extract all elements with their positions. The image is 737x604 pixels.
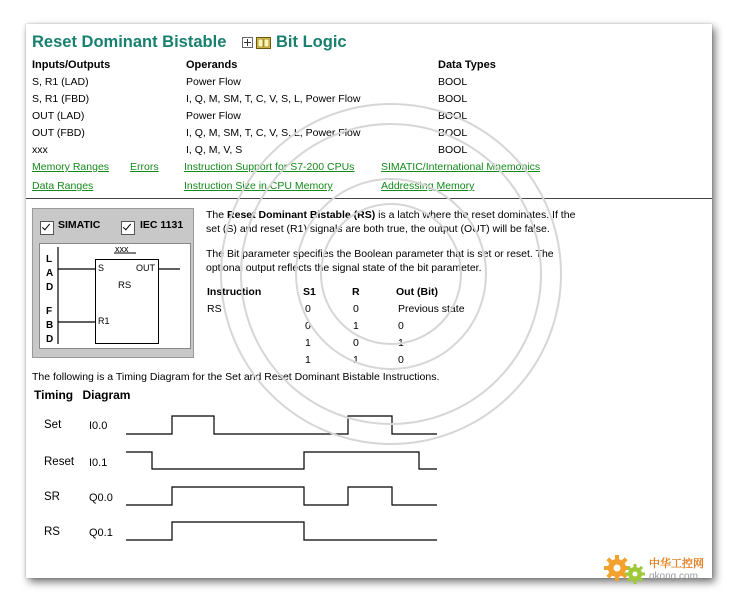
truth-cell: 1 <box>353 320 359 332</box>
lad-letter: A <box>46 268 54 279</box>
page-title: Reset Dominant Bistable <box>32 33 227 51</box>
simatic-checkbox[interactable] <box>40 221 54 235</box>
signal-address-set: I0.0 <box>89 420 108 432</box>
truth-cell: 1 <box>305 337 311 349</box>
table-cell: S, R1 (FBD) <box>32 93 90 105</box>
fbd-letter: D <box>46 334 54 345</box>
logo-url: gkong.com <box>649 570 698 582</box>
table-cell: I, Q, M, SM, T, C, V, S, L, Power Flow <box>186 127 361 139</box>
truth-cell: RS <box>207 303 222 315</box>
description-bold: Reset Dominant Bistable (RS) <box>227 209 376 221</box>
logo-text: 中华工控网 <box>649 557 704 570</box>
truth-cell: Previous state <box>398 303 465 315</box>
mnemonics-link[interactable]: SIMATIC/International Mnemonics <box>381 161 541 173</box>
lad-letter: D <box>46 282 54 293</box>
timing-title: Timing Diagram <box>34 388 131 402</box>
gear-icon <box>603 548 647 588</box>
help-page <box>26 24 712 578</box>
lad-letter: L <box>46 254 53 265</box>
col-header-operands: Operands <box>186 59 238 71</box>
waveform-sr <box>126 487 437 505</box>
memory-ranges-link[interactable]: Memory Ranges <box>32 161 110 173</box>
waveform-reset <box>126 452 437 469</box>
block-operand: xxx <box>115 244 129 254</box>
instruction-size-link[interactable]: Instruction Size in CPU Memory <box>184 180 333 192</box>
instruction-support-link[interactable]: Instruction Support for S7-200 CPUs <box>184 161 355 173</box>
table-cell: S, R1 (LAD) <box>32 76 89 88</box>
truth-cell: 0 <box>353 303 359 315</box>
fbd-letter: B <box>46 320 54 331</box>
table-cell: OUT (FBD) <box>32 127 85 139</box>
truth-header: S1 <box>303 286 316 298</box>
truth-cell: 1 <box>353 354 359 366</box>
table-cell: Power Flow <box>186 110 241 122</box>
signal-name-reset: Reset <box>44 456 75 468</box>
table-cell: BOOL <box>438 144 468 156</box>
signal-address-sr: Q0.0 <box>89 492 113 504</box>
table-cell: I, Q, M, SM, T, C, V, S, L, Power Flow <box>186 93 361 105</box>
bit-logic-label[interactable]: Bit Logic <box>276 33 347 51</box>
site-logo <box>603 548 704 588</box>
signal-address-rs: Q0.1 <box>89 527 113 539</box>
signal-name-sr: SR <box>44 491 60 503</box>
truth-header: Instruction <box>207 286 262 298</box>
addressing-memory-link[interactable]: Addressing Memory <box>381 180 475 192</box>
truth-header: Out (Bit) <box>396 286 438 298</box>
output-label: OUT <box>136 263 155 273</box>
table-cell: BOOL <box>438 93 468 105</box>
simatic-label: SIMATIC <box>58 219 101 231</box>
table-cell: Power Flow <box>186 76 241 88</box>
truth-cell: 1 <box>305 354 311 366</box>
input-s-label: S <box>98 263 105 273</box>
truth-cell: 0 <box>398 354 404 366</box>
errors-link[interactable]: Errors <box>130 161 159 173</box>
truth-cell: 0 <box>353 337 359 349</box>
fbd-letter: F <box>46 306 53 317</box>
description-text: is a latch where the reset dominates. If the set (S) and reset (R1) signals are both true, the output (OUT) will be false. <box>206 209 576 235</box>
table-cell: xxx <box>32 144 48 156</box>
table-cell: OUT (LAD) <box>32 110 85 122</box>
table-cell: BOOL <box>438 76 468 88</box>
table-cell: BOOL <box>438 127 468 139</box>
truth-cell: 0 <box>398 320 404 332</box>
truth-cell: 1 <box>398 337 404 349</box>
timing-caption: The following is a Timing Diagram for the Set and Reset Dominant Bistable Instructions. <box>32 371 440 383</box>
signal-name-set: Set <box>44 419 62 431</box>
truth-cell: 0 <box>305 320 311 332</box>
description-paragraph-2: The Bit parameter specifies the Boolean parameter that is set or reset. The optional output reflects the signal state of the bit parameter. <box>206 248 554 274</box>
table-cell: I, Q, M, V, S <box>186 144 243 156</box>
col-header-inputs: Inputs/Outputs <box>32 59 111 71</box>
waveform-set <box>126 416 437 434</box>
iec-label: IEC 1131 <box>140 219 184 231</box>
input-r1-label: R1 <box>98 316 110 326</box>
block-name: RS <box>118 280 132 291</box>
col-header-types: Data Types <box>438 59 496 71</box>
signal-address-reset: I0.1 <box>89 457 108 469</box>
truth-cell: 0 <box>305 303 311 315</box>
data-ranges-link[interactable]: Data Ranges <box>32 180 94 192</box>
truth-header: R <box>352 286 360 298</box>
signal-name-rs: RS <box>44 526 60 538</box>
description-text: The <box>206 209 228 221</box>
table-cell: BOOL <box>438 110 468 122</box>
timing-waveforms <box>126 24 446 554</box>
waveform-rs <box>126 522 437 540</box>
